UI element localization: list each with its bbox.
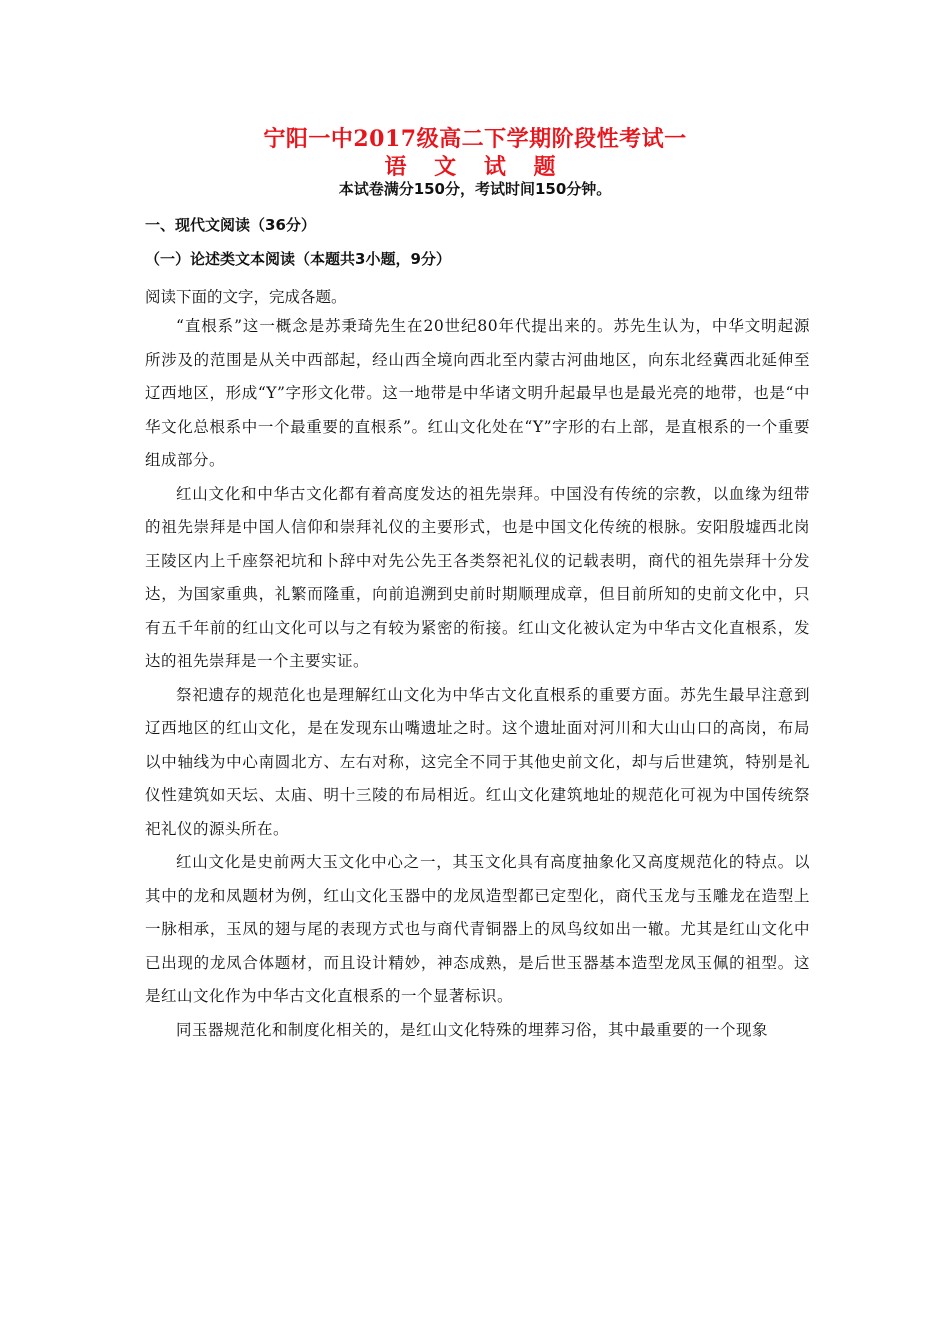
subject-title: 语 文 试 题 [384,154,566,180]
reading-instruction: 阅读下面的文字，完成各题。 [145,288,347,306]
passage-paragraph: 红山文化和中华古文化都有着高度发达的祖先崇拜。中国没有传统的宗教，以血缘为纽带的祖先崇拜是中国人信仰和崇拜礼仪的主要形式，也是中国文化传统的根脉。安阳殷墟西北岗王陵区内上千座祭祀坑和卜辞中对先公先王各类祭祀礼仪的记载表明，商代的祖先崇拜十分发达，为国家重典，礼繁而隆重，向前追溯到史前时期顺理成章，但目前所知的史前文化中，只有五千年前的红山文化可以与之有较为紧密的衔接。红山文化被认定为中华古文化直根系，发达的祖先崇拜是一个主要实证。 [145,484,810,670]
exam-title: 宁阳一中2017级高二下学期阶段性考试一 [263,126,687,152]
passage-paragraph: “直根系”这一概念是苏秉琦先生在20世纪80年代提出来的。苏先生认为，中华文明起源所涉及的范围是从关中西部起，经山西全境向西北至内蒙古河曲地区，向东北经冀西北延伸至辽西地区，形成“Y”字形文化带。这一地带是中华诸文明升起最早也是最光亮的地带，也是“中华文化总根系中一个最重要的直根系”。红山文化处在“Y”字形的右上部，是直根系的一个重要组成部分。 [145,317,810,469]
section-heading: 一、现代文阅读（36分） [145,216,316,234]
passage-paragraph: 祭祀遗存的规范化也是理解红山文化为中华古文化直根系的重要方面。苏先生最早注意到辽西地区的红山文化，是在发现东山嘴遗址之时。这个遗址面对河川和大山山口的高岗，布局以中轴线为中心南圆北方、左右对称，这完全不同于其他史前文化，却与后世建筑，特别是礼仪性建筑如天坛、太庙、明十三陵的布局相近。红山文化建筑地址的规范化可视为中国传统祭祀礼仪的源头所在。 [145,685,810,838]
subsection-heading: （一）论述类文本阅读（本题共3小题，9分） [145,250,451,268]
passage-paragraph: 同玉器规范化和制度化相关的，是红山文化特殊的埋葬习俗，其中最重要的一个现象 [176,1020,769,1039]
exam-info: 本试卷满分150分，考试时间150分钟。 [338,180,612,198]
reading-passage [145,310,810,1047]
passage-paragraph: 红山文化是史前两大玉文化中心之一，其玉文化具有高度抽象化又高度规范化的特点。以其中的龙和凤题材为例，红山文化玉器中的龙凤造型都已定型化，商代玉龙与玉雕龙在造型上一脉相承，玉凤的翅与尾的表现方式也与商代青铜器上的凤鸟纹如出一辙。尤其是红山文化中已出现的龙凤合体题材，而且设计精妙，神态成熟，是后世玉器基本造型龙凤玉佩的祖型。这是红山文化作为中华古文化直根系的一个显著标识。 [145,853,810,1005]
